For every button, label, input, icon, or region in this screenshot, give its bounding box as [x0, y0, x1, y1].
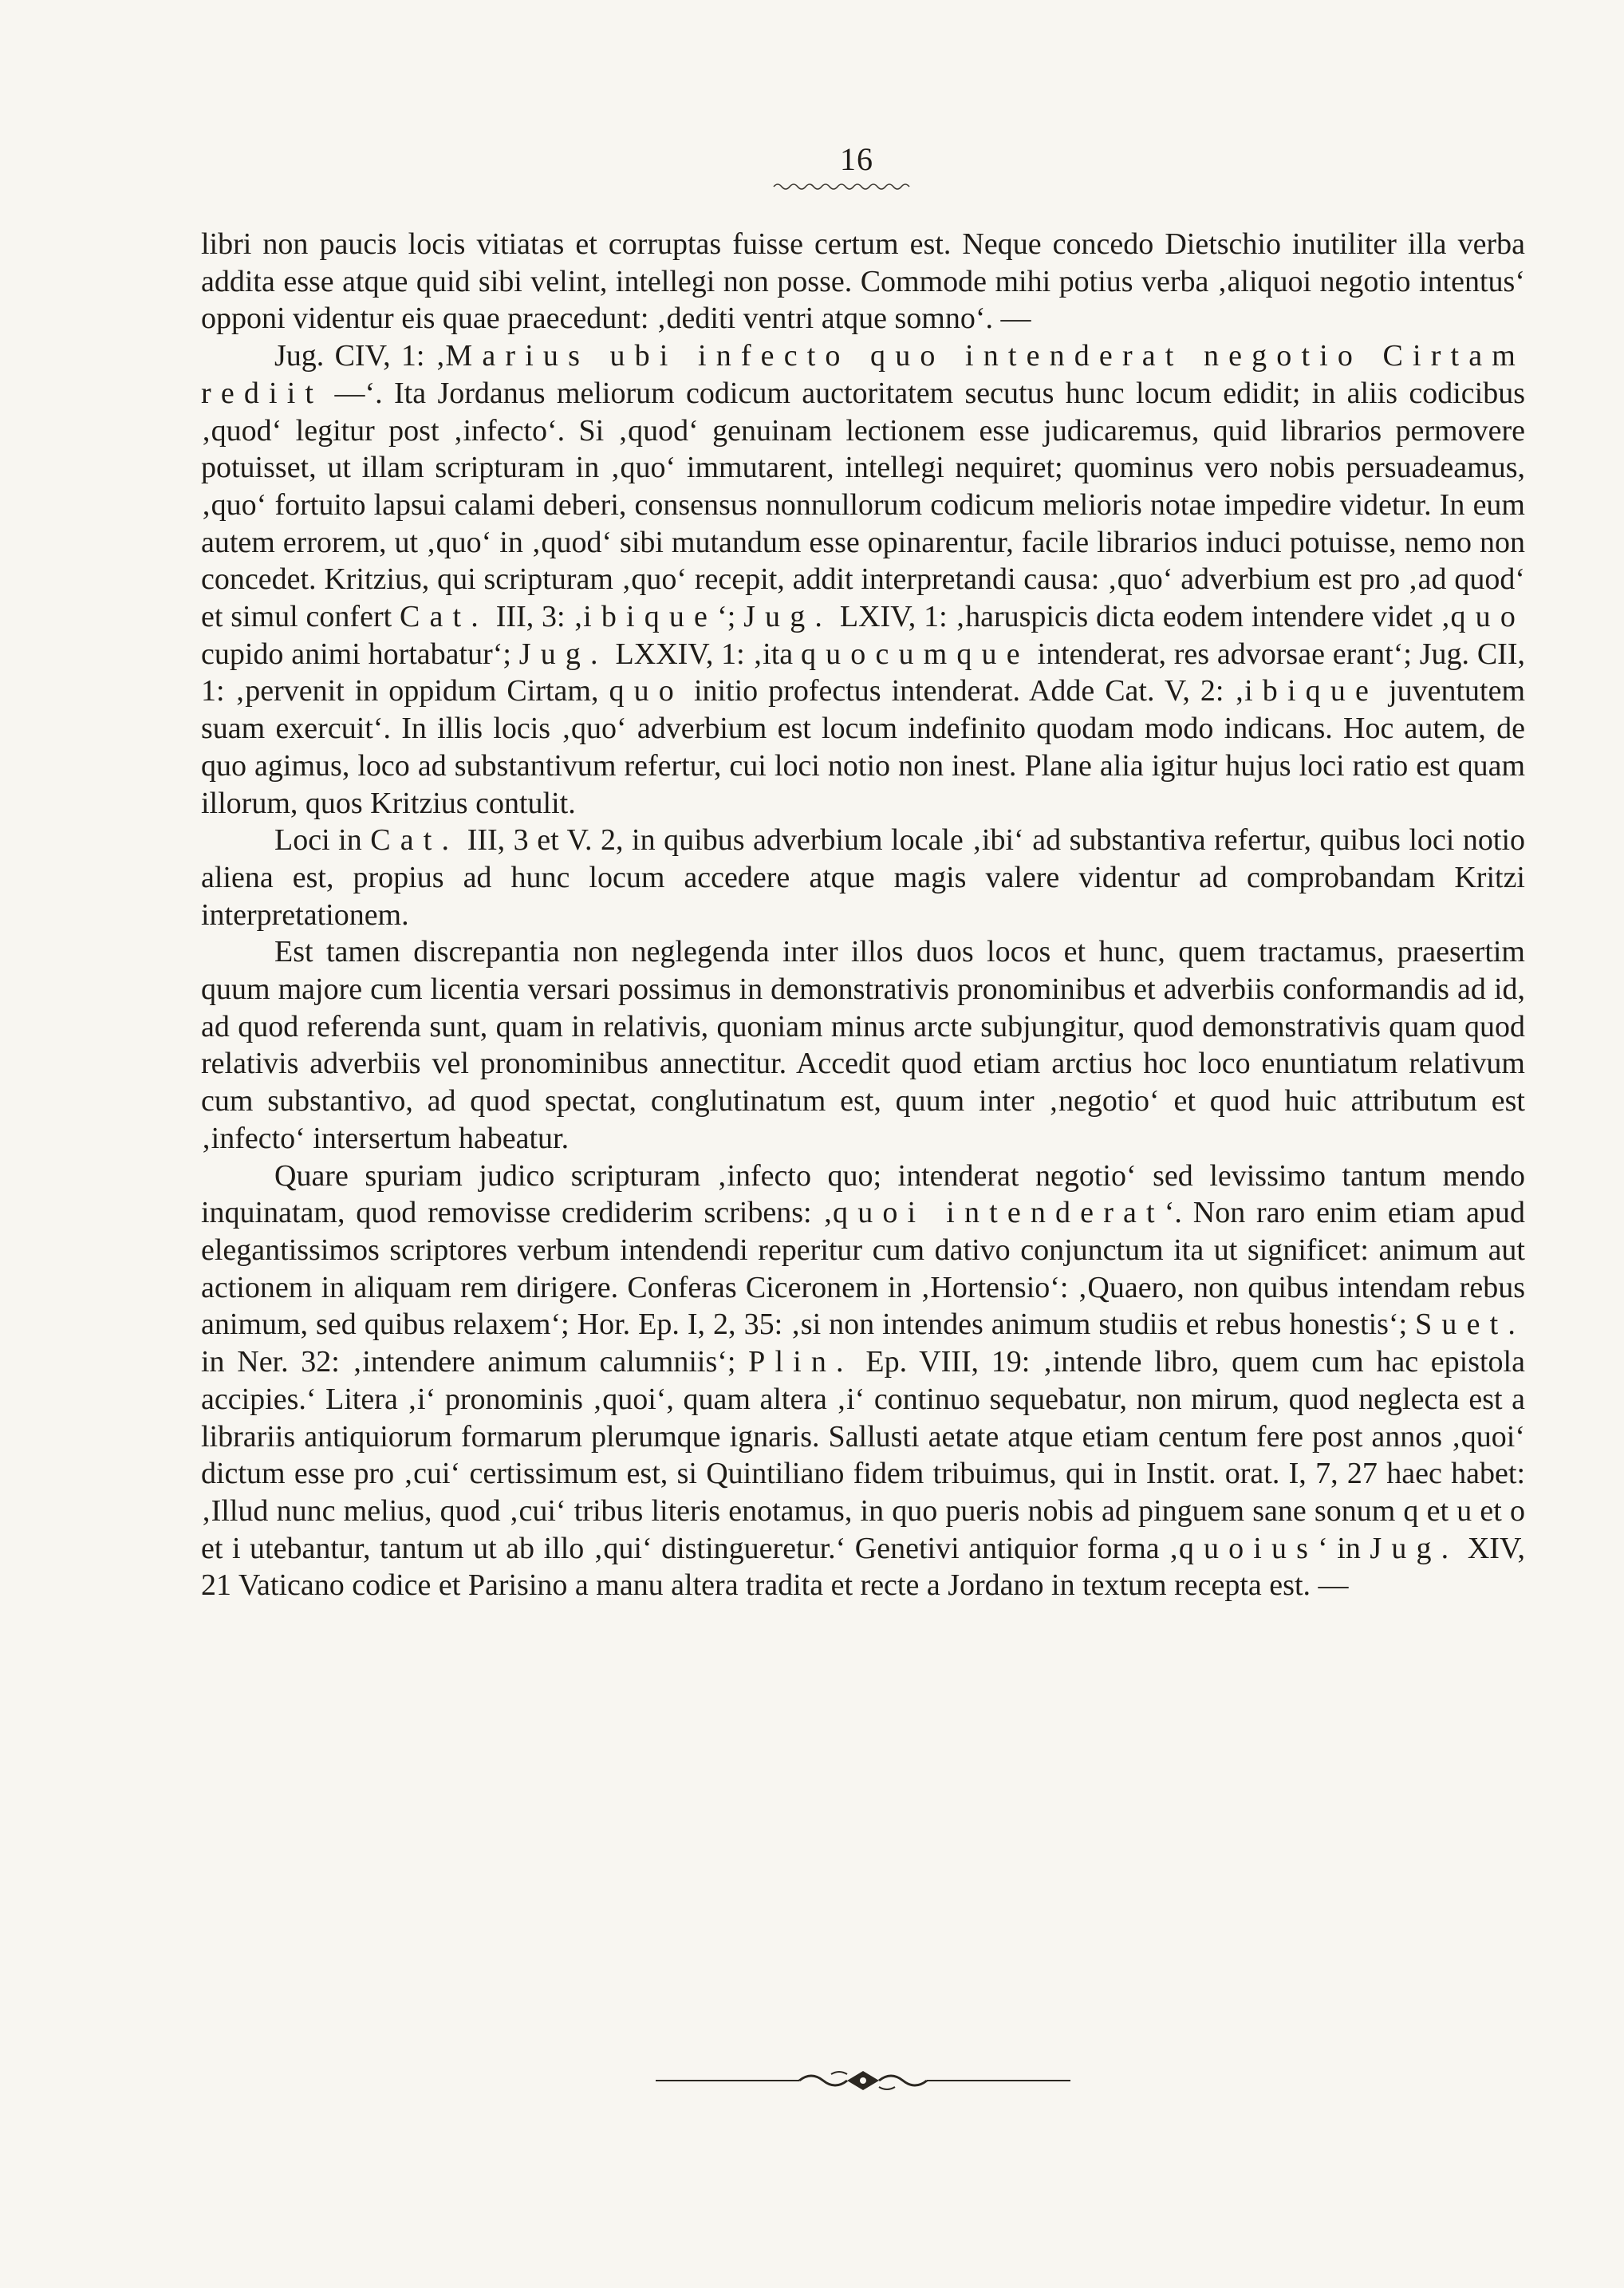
- spaced-emphasis-text: quoius: [1178, 1531, 1319, 1565]
- spaced-emphasis-text: Jug.: [518, 637, 608, 671]
- tailpiece-ornament-icon: [648, 2066, 1078, 2095]
- body-text: [201, 226, 1525, 1604]
- paragraph-text: Jug. CIV, 1: ‚: [274, 339, 446, 373]
- paragraph-text: III, 3: ‚: [487, 600, 584, 634]
- paragraph-text: Quare spuriam judico scripturam ‚infecto quo; intenderat negotio‘ sed levissimo tantum mendo inquinatam, quod removisse crediderim scribens: ‚: [201, 1158, 1525, 1230]
- paragraph: [201, 822, 1525, 933]
- page-number: 16: [840, 141, 873, 177]
- paragraph-text: ‘ in: [1318, 1531, 1370, 1565]
- paragraph-text: XIV, 21 Vaticano codice et Parisino a manu altera tradita et recte a Jordano in textum recepta est. —: [201, 1531, 1525, 1603]
- paragraph-text: juventutem suam exercuit‘. In illis locis ‚quo‘ adverbium est locum indefinito quodam modo indicans. Hoc autem, de quo agimus, loco ad substantivum refertur, cui loci notio non inest. Plane alia igitur hujus loci ratio est quam illorum, quos Kritzius contulit.: [201, 674, 1525, 820]
- spaced-emphasis-text: quocumque: [800, 637, 1030, 671]
- spaced-emphasis-text: quoi intenderat: [833, 1196, 1165, 1230]
- paragraph-text: ‘;: [717, 600, 744, 634]
- spaced-emphasis-text: Jug.: [743, 600, 833, 634]
- spaced-emphasis-text: ibique: [1244, 674, 1379, 708]
- spaced-emphasis-text: Marius ubi infecto quo intenderat negotio Cirtam rediit: [201, 339, 1526, 410]
- paragraph: [201, 337, 1525, 822]
- spaced-emphasis-text: Cat.: [400, 600, 488, 634]
- spaced-emphasis-text: quo: [609, 674, 684, 708]
- spaced-emphasis-text: Plin.: [748, 1345, 853, 1379]
- spaced-emphasis-text: Cat.: [370, 823, 459, 858]
- paragraph-text: LXXIV, 1: ‚ita: [607, 637, 801, 671]
- paragraph-text: LXIV, 1: ‚haruspicis dicta eodem intendere videt ‚: [832, 600, 1451, 634]
- paragraph-text: III, 3 et V. 2, in quibus adverbium locale ‚ibi‘ ad substantiva refertur, quibus loci notio aliena est, propius ad hunc locum accedere atque magis valere videntur ad comprobandam Kritzi interpretationem.: [201, 823, 1525, 932]
- paragraph-text: Loci in: [274, 823, 371, 858]
- paragraph: [201, 226, 1525, 337]
- paragraph-text: initio profectus intenderat. Adde Cat. V, 2: ‚: [683, 674, 1245, 708]
- paragraph-text: ‘. Non raro enim etiam apud elegantissimos scriptores verbum intendendi reperitur cum dativo conjunctum ita ut significet: animum aut actionem in aliquam rem dirigere. Conferas Ciceronem in ‚Hortensio‘: ‚Quaero, non quibus intendam rebus animum, sed quibus relaxem‘; Hor. Ep. I, 2, 35: ‚si non intendes animum studiis et rebus honestis‘;: [201, 1196, 1525, 1342]
- paragraph-text: —‘. Ita Jordanus meliorum codicum auctoritatem secutus hunc locum edidit; in aliis codicibus ‚quod‘ legitur post ‚infecto‘. Si ‚quod‘ genuinam lectionem esse judicaremus, quid librarios permovere potuisset, ut illam scripturam in ‚quo‘ immutarent, intellegi nequiret; quominus vero nobis persuadeamus, ‚quo‘ fortuito lapsui calami deberi, consensus nonnullorum codicum melioris notae impedire videtur. In eum autem errorem, ut ‚quo‘ in ‚quod‘ sibi mutandum esse opinarentur, facile librarios induci potuisse, nemo non concedet. Kritzius, qui scripturam ‚quo‘ recepit, addit interpretandi causa: ‚quo‘ adverbium est pro ‚ad quod‘ et simul confert: [201, 376, 1525, 634]
- wavy-rule-ornament-icon: [772, 180, 916, 193]
- spaced-emphasis-text: quo: [1450, 600, 1525, 634]
- paragraph-text: Ep. VIII, 19: ‚intende libro, quem cum hac epistola accipies.‘ Litera ‚i‘ pronominis ‚quoi‘, quam altera ‚i‘ continuo sequebatur, non mirum, quod neglecta est a librariis antiquiorum formarum plerumque ignaris. Sallusti aetate atque etiam centum fere post annos ‚quoi‘ dictum esse pro ‚cui‘ certissimum est, si Quintiliano fidem tribuimus, qui in Instit. orat. I, 7, 27 haec habet: ‚Illud nunc melius, quod ‚cui‘ tribus literis enotamus, in quo pueris nobis ad pinguem sane sonum q et u et o et i utebantur, tantum ut ab illo ‚qui‘ distingueretur.‘ Genetivi antiquior forma ‚: [201, 1345, 1525, 1565]
- paragraph-text: cupido animi hortabatur‘;: [201, 637, 519, 671]
- paragraph-text: intenderat, res advorsae erant‘; Jug. CII, 1: ‚pervenit in oppidum Cirtam,: [201, 637, 1525, 708]
- spaced-emphasis-text: Suet.: [1415, 1308, 1525, 1342]
- paragraph: [201, 1158, 1525, 1604]
- paragraph-text: in Ner. 32: ‚intendere animum calumniis‘;: [201, 1345, 749, 1379]
- paragraph-text: Est tamen discrepantia non neglegenda inter illos duos locos et hunc, quem tractamus, praesertim quum majore cum licentia versari possimus in demonstrativis pronominibus et adverbiis conformandis ad id, ad quod referenda sunt, quam in relativis, quoniam minus arcte subjungitur, quod demonstrativis quam quod relativis adverbiis vel pronominibus annectitur. Accedit quod etiam arctius hoc loco enuntiatum relativum cum substantivo, ad quod spectat, conglutinatum est, quum inter ‚negotio‘ et quod huic attributum est ‚infecto‘ intersertum habeatur.: [201, 935, 1525, 1155]
- spaced-emphasis-text: ibique: [583, 600, 718, 634]
- spaced-emphasis-text: Jug.: [1370, 1531, 1459, 1565]
- paragraph-text: libri non paucis locis vitiatas et corruptas fuisse certum est. Neque concedo Dietschio inutiliter illa verba addita esse atque quid sibi velint, intellegi non posse. Commode mihi potius verba ‚aliquoi negotio intentus‘ opponi videntur eis quae praecedunt: ‚dediti ventri atque somno‘. —: [201, 227, 1525, 336]
- paragraph: [201, 933, 1525, 1157]
